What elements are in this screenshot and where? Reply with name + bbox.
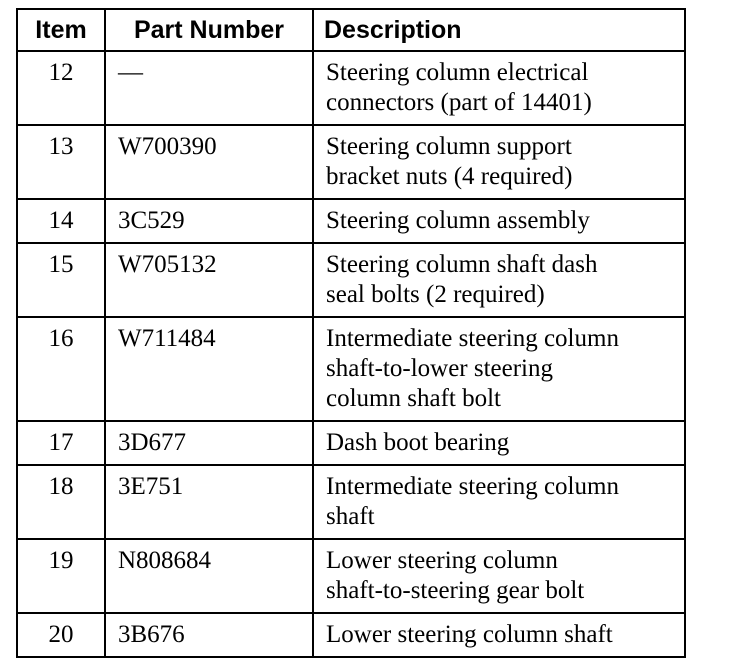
description-line: seal bolts (2 required) <box>326 281 545 308</box>
part-number-cell: W700390 <box>105 125 313 199</box>
table-row <box>17 199 685 243</box>
description-line: Steering column shaft dash <box>326 251 598 278</box>
description-cell <box>313 465 685 539</box>
description-cell <box>313 199 685 243</box>
table-row <box>17 421 685 465</box>
description-cell <box>313 421 685 465</box>
description-cell <box>313 613 685 657</box>
item-cell: 12 <box>17 51 105 125</box>
description-line: Lower steering column shaft <box>326 621 613 648</box>
table-body <box>17 51 685 657</box>
part-number-cell: 3C529 <box>105 199 313 243</box>
table-row <box>17 317 685 421</box>
table-row <box>17 465 685 539</box>
description-line: shaft <box>326 503 375 530</box>
description-line: shaft-to-lower steering <box>326 355 554 382</box>
table-header <box>17 9 685 51</box>
item-column-header: Item <box>17 9 105 51</box>
part-number-cell: 3B676 <box>105 613 313 657</box>
description-line: Intermediate steering column <box>326 473 619 500</box>
table-row <box>17 125 685 199</box>
description-cell <box>313 243 685 317</box>
description-line: Steering column electrical <box>326 59 589 86</box>
description-line: bracket nuts (4 required) <box>326 163 573 190</box>
table-row <box>17 51 685 125</box>
item-cell: 14 <box>17 199 105 243</box>
description-column-header: Description <box>313 9 685 51</box>
description-line: Steering column support <box>326 133 572 160</box>
description-line: Intermediate steering column <box>326 325 619 352</box>
item-cell: 15 <box>17 243 105 317</box>
table-row <box>17 243 685 317</box>
description-line: connectors (part of 14401) <box>326 89 592 116</box>
item-cell: 16 <box>17 317 105 421</box>
table-row <box>17 539 685 613</box>
description-line: Steering column assembly <box>326 207 590 234</box>
item-cell: 17 <box>17 421 105 465</box>
part-number-cell: W711484 <box>105 317 313 421</box>
item-cell: 13 <box>17 125 105 199</box>
description-line: Lower steering column <box>326 547 558 574</box>
part-number-cell: N808684 <box>105 539 313 613</box>
description-line: column shaft bolt <box>326 385 501 412</box>
description-line: shaft-to-steering gear bolt <box>326 577 585 604</box>
description-line: Dash boot bearing <box>326 429 510 456</box>
item-cell: 20 <box>17 613 105 657</box>
description-cell <box>313 125 685 199</box>
description-cell <box>313 539 685 613</box>
item-cell: 18 <box>17 465 105 539</box>
part-number-cell: W705132 <box>105 243 313 317</box>
part-number-cell: 3E751 <box>105 465 313 539</box>
parts-table <box>16 8 686 658</box>
item-cell: 19 <box>17 539 105 613</box>
part-number-column-header: Part Number <box>105 9 313 51</box>
header-row <box>17 9 685 51</box>
part-number-cell: — <box>105 51 313 125</box>
part-number-cell: 3D677 <box>105 421 313 465</box>
description-cell <box>313 317 685 421</box>
table-row <box>17 613 685 657</box>
description-cell <box>313 51 685 125</box>
